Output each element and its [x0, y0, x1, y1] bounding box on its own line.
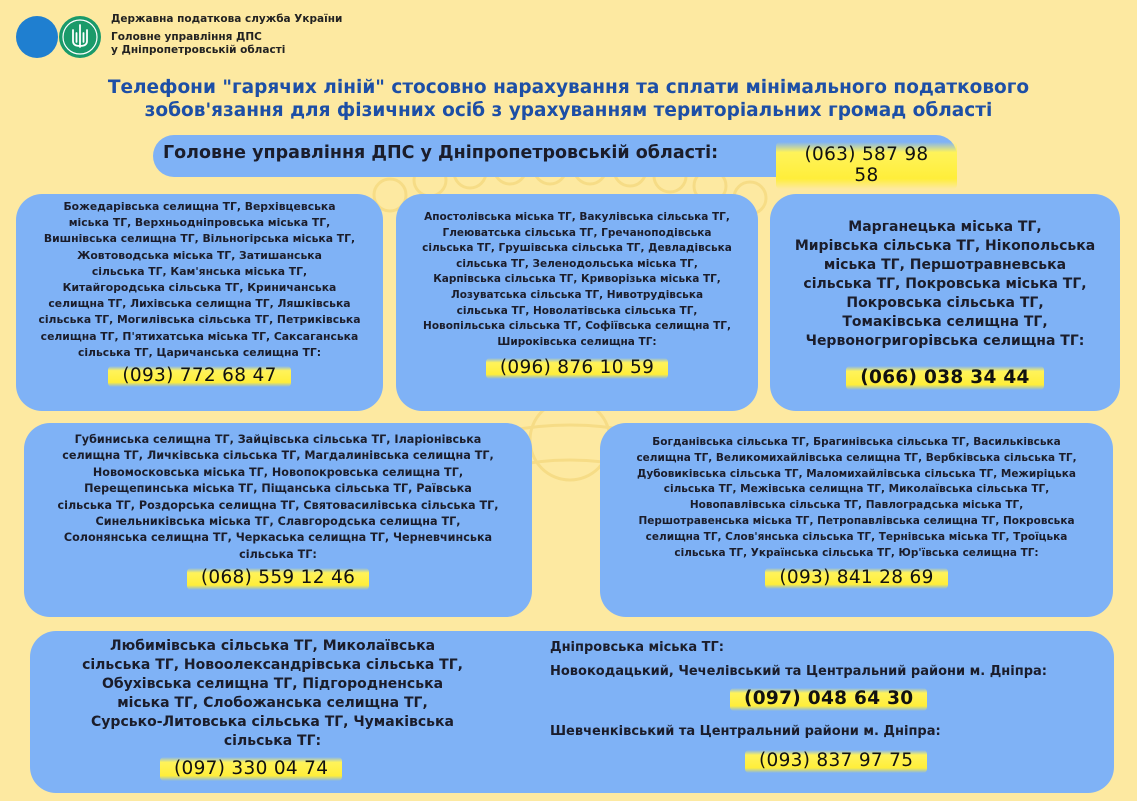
communities-line: сільська ТГ, Царичанська селищна ТГ:: [77, 345, 322, 359]
communities-line: Марганецька міська ТГ,: [848, 219, 1042, 235]
main-hotline-label: Головне управління ДПС у Дніпропетровській області:: [163, 143, 719, 163]
communities-line: Червоногригорівська селищна ТГ:: [805, 333, 1085, 349]
bottom-left-group: [45, 637, 500, 781]
communities-line: міська ТГ, Першотравневська: [823, 257, 1067, 273]
hotline-phone[interactable]: (096) 876 10 59: [486, 358, 668, 379]
communities-line: Новопільська сільська ТГ, Софіївська селищна ТГ,: [423, 320, 731, 333]
communities-line: міська ТГ, Слобожанська селищна ТГ,: [117, 695, 428, 711]
page-title-line-2: зобов'язання для фізичних осіб з урахуванням територіальних громад області: [144, 100, 993, 121]
org-region: у Дніпропетровській області: [111, 44, 286, 56]
communities-line: сільська ТГ, Зеленодольська міська ТГ,: [456, 257, 698, 270]
communities-line: Мирівська сільська ТГ, Нікопольська: [794, 238, 1096, 254]
communities-line: Перещепинська міська ТГ, Піщанська сільська ТГ, Раївська: [84, 482, 472, 496]
communities-line: Обухівська селищна ТГ, Підгородненська: [101, 676, 444, 692]
communities-line: сільська ТГ, Межівська селищна ТГ, Миколаївська сільська ТГ,: [663, 483, 1050, 496]
communities-line: Першотравенська міська ТГ, Петропавлівська селищна ТГ, Покровська: [638, 514, 1075, 527]
page-title-line-1: Телефони "гарячих ліній" стосовно нарахування та сплати мінімального податкового: [107, 77, 1030, 98]
communities-line: Китайгородська сільська ТГ, Криничанська: [62, 281, 337, 295]
org-name: Державна податкова служба України: [111, 13, 343, 25]
communities-line: сільська ТГ:: [223, 733, 322, 749]
hotline-phone[interactable]: (068) 559 12 46: [187, 568, 369, 589]
communities-line: селищна ТГ, Великомихайлівська селищна ТГ, Вербківська сільська ТГ,: [636, 451, 1077, 464]
communities-line: Сурсько-Литовська сільська ТГ, Чумаківська: [91, 714, 454, 730]
district-1-label: Новокодацький, Чечелівський та Центральний райони м. Дніпра:: [550, 664, 1047, 679]
dps-logo-circle: [16, 16, 58, 58]
communities-line: сільська ТГ, Роздорська селищна ТГ, Святовасилівська сільська ТГ,: [57, 498, 499, 512]
hotline-box-4: [24, 423, 532, 617]
communities-line: Губиниська селищна ТГ, Зайцівська сільська ТГ, Іларіонівська: [74, 433, 482, 446]
hotline-phone[interactable]: (066) 038 34 44: [846, 366, 1043, 390]
page-title: [0, 76, 1137, 122]
communities-line: Покровська сільська ТГ,: [846, 295, 1044, 311]
communities-line: Божедарівська селищна ТГ, Верхівцевська: [63, 200, 336, 213]
trident-emblem-icon: [59, 16, 101, 58]
communities-line: Лозуватська сільська ТГ, Нивотрудівська: [450, 288, 704, 301]
bottom-right-group: [550, 639, 1110, 773]
communities-line: Глеюватська сільська ТГ, Гречаноподівська: [442, 226, 712, 239]
communities-line: Широківська селищна ТГ:: [497, 335, 657, 348]
communities-line: Вишнівська селищна ТГ, Вільногірська міська ТГ,: [43, 232, 356, 246]
communities-line: селищна ТГ, Слов'янська сільська ТГ, Тернівська міська ТГ, Троїцька: [645, 530, 1068, 543]
communities-line: сільська ТГ, Грушівська сільська ТГ, Девладівська: [422, 242, 732, 255]
communities-line: Любимівська сільська ТГ, Миколаївська: [109, 638, 436, 654]
org-subdivision: Головне управління ДПС: [111, 30, 262, 43]
city-label: Дніпровська міська ТГ:: [550, 640, 724, 655]
communities-line: Богданівська сільська ТГ, Брагинівська сільська ТГ, Васильківська: [652, 436, 1061, 448]
hotline-box-2: [396, 194, 758, 411]
communities-line: сільська ТГ, Новоолександрівська сільська ТГ,: [82, 657, 463, 673]
communities-line: Дубовиківська сільська ТГ, Маломихайлівська сільська ТГ, Межиріцька: [637, 467, 1076, 480]
district-2-phone[interactable]: (093) 837 97 75: [745, 750, 927, 773]
communities-line: Карпівська сільська ТГ, Криворізька міська ТГ,: [433, 273, 721, 286]
hotline-box-1: [16, 194, 383, 411]
hotline-box-5: [600, 423, 1113, 617]
communities-line: міська ТГ, Верхньодніпровська міська ТГ,: [68, 216, 331, 230]
communities-line: Синельниківська міська ТГ, Славгородська селищна ТГ,: [95, 515, 461, 529]
org-header: [111, 13, 342, 58]
communities-line: селищна ТГ, П'ятихатська міська ТГ, Саксаганська: [40, 329, 359, 343]
hotline-box-bottom: [30, 631, 1114, 793]
communities-line: сільська ТГ, Могилівська сільська ТГ, Петриківська: [38, 313, 361, 327]
communities-line: Новомосковська міська ТГ, Новопокровська селищна ТГ,: [92, 465, 464, 479]
hotline-phone[interactable]: (093) 841 28 69: [765, 568, 947, 589]
hotline-phone[interactable]: (093) 772 68 47: [108, 366, 290, 387]
communities-line: Томаківська селищна ТГ,: [842, 314, 1048, 330]
main-hotline-phone[interactable]: (063) 587 98 58: [776, 142, 957, 189]
communities-line: Жовтоводська міська ТГ, Затишанська: [77, 248, 322, 262]
communities-line: сільська ТГ, Новолатівська сільська ТГ,: [456, 304, 698, 317]
main-hotline-box: [153, 135, 957, 186]
communities-line: Новопавлівська сільська ТГ, Павлоградська міська ТГ,: [689, 499, 1024, 512]
district-2-label: Шевченківський та Центральний райони м. Дніпра:: [550, 724, 941, 739]
hotline-box-3: [770, 194, 1120, 411]
communities-line: Апостолівська міська ТГ, Вакулівська сільська ТГ,: [424, 211, 730, 223]
communities-line: селищна ТГ, Личківська сільська ТГ, Магдалинівська селищна ТГ,: [62, 449, 494, 463]
communities-line: селищна ТГ, Лихівська селищна ТГ, Ляшківська: [48, 297, 351, 311]
communities-line: сільська ТГ, Українська сільська ТГ, Юр'ївська селищна ТГ:: [674, 546, 1039, 559]
district-1-phone[interactable]: (097) 048 64 30: [730, 688, 927, 711]
hotline-phone[interactable]: (097) 330 04 74: [160, 757, 342, 781]
communities-line: Солонянська селищна ТГ, Черкаська селищна ТГ, Черневчинська: [63, 531, 493, 545]
communities-line: сільська ТГ:: [239, 547, 317, 561]
communities-line: сільська ТГ, Кам'янська міська ТГ,: [91, 264, 308, 278]
communities-line: сільська ТГ, Покровська міська ТГ,: [803, 276, 1087, 292]
